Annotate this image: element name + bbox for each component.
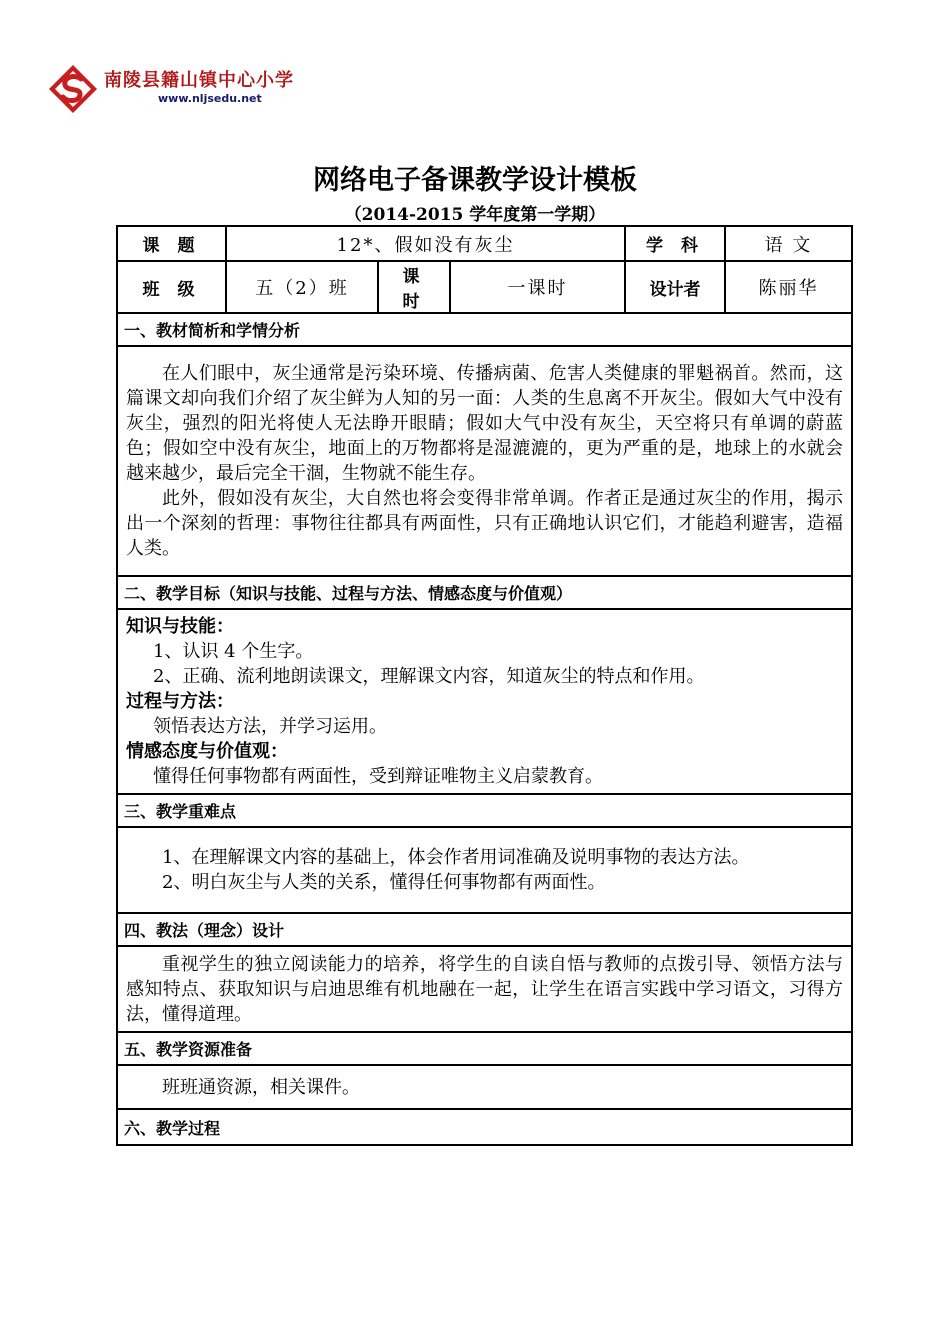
paragraph: 班班通资源，相关课件。: [162, 1076, 360, 1098]
class-label: 班 级: [117, 261, 226, 313]
paragraph: 此外，假如没有灰尘，大自然也将会变得非常单调。作者正是通过灰尘的作用，揭示出一个深刻的哲理：事物往往都具有两面性，只有正确地认识它们，才能趋利避害，造福人类。: [126, 488, 844, 559]
class-value: 五（2）班: [226, 261, 378, 313]
paragraph: 2、明白灰尘与人类的关系，懂得任何事物都有两面性。: [162, 872, 606, 893]
info-row-2: [117, 261, 852, 313]
section-1-body: [117, 346, 852, 576]
section-1-header: [117, 313, 852, 346]
topic-value: 12*、假如没有灰尘: [226, 226, 625, 261]
period-label: 课 时: [378, 261, 450, 313]
section-5-body: [117, 1065, 852, 1109]
section-title: 一、教材简析和学情分析: [117, 313, 852, 346]
subject-value: 语 文: [725, 226, 852, 261]
section-3-body: [117, 827, 852, 913]
school-emblem-icon: [48, 64, 98, 114]
section-title: 四、教法（理念）设计: [117, 913, 852, 946]
section-title: 五、教学资源准备: [117, 1032, 852, 1065]
subject-label: 学 科: [625, 226, 725, 261]
section-5-header: [117, 1032, 852, 1065]
school-logo: [48, 62, 294, 114]
paragraph: 在人们眼中，灰尘通常是污染环境、传播病菌、危害人类健康的罪魁祸首。然而，这篇课文却向我们介绍了灰尘鲜为人知的另一面：人类的生息离不开灰尘。假如大气中没有灰尘，强烈的阳光将使人无法睁开眼睛；假如大气中没有灰尘，天空将只有单调的蔚蓝色；假如空中没有灰尘，地面上的万物都将是湿漉漉的，更为严重的是，地球上的水就会越来越少，最后完全干涸，生物就不能生存。: [126, 363, 844, 484]
section-6-header: [117, 1109, 852, 1145]
process-heading: 过程与方法：: [126, 691, 234, 712]
paragraph: 重视学生的独立阅读能力的培养，将学生的自读自悟与教师的点拨引导、领悟方法与感知特点、获取知识与启迪思维有机地融在一起，让学生在语言实践中学习语文，习得方法，懂得道理。: [126, 953, 844, 1025]
period-value: 一课时: [450, 261, 625, 313]
section-2-header: [117, 576, 852, 609]
designer-value: 陈丽华: [725, 261, 852, 313]
section-2-body: [117, 609, 852, 794]
section-3-header: [117, 794, 852, 827]
document-subtitle: （2014-2015 学年度第一学期）: [344, 205, 606, 225]
list-item: 1、认识 4 个生字。: [153, 641, 314, 662]
section-title: 三、教学重难点: [117, 794, 852, 827]
knowledge-heading: 知识与技能：: [126, 616, 234, 637]
section-4-body: [117, 946, 852, 1032]
section-4-header: [117, 913, 852, 946]
designer-label: 设计者: [625, 261, 725, 313]
emotion-heading: 情感态度与价值观：: [126, 741, 288, 762]
list-item: 2、正确、流利地朗读课文，理解课文内容，知道灰尘的特点和作用。: [153, 666, 705, 687]
school-name: 南陵县籍山镇中心小学: [104, 70, 294, 91]
topic-label: 课 题: [117, 226, 226, 261]
info-row-1: [117, 226, 852, 261]
section-title: 六、教学过程: [117, 1109, 852, 1145]
school-url: www.nljsedu.net: [158, 92, 262, 105]
lesson-plan-table: [116, 225, 853, 1146]
list-item: 领悟表达方法，并学习运用。: [153, 716, 387, 737]
section-title: 二、教学目标（知识与技能、过程与方法、情感态度与价值观）: [117, 576, 852, 609]
paragraph: 1、在理解课文内容的基础上，体会作者用词准确及说明事物的表达方法。: [162, 847, 750, 868]
document-title: 网络电子备课教学设计模板: [313, 165, 637, 196]
list-item: 懂得任何事物都有两面性，受到辩证唯物主义启蒙教育。: [153, 766, 603, 787]
